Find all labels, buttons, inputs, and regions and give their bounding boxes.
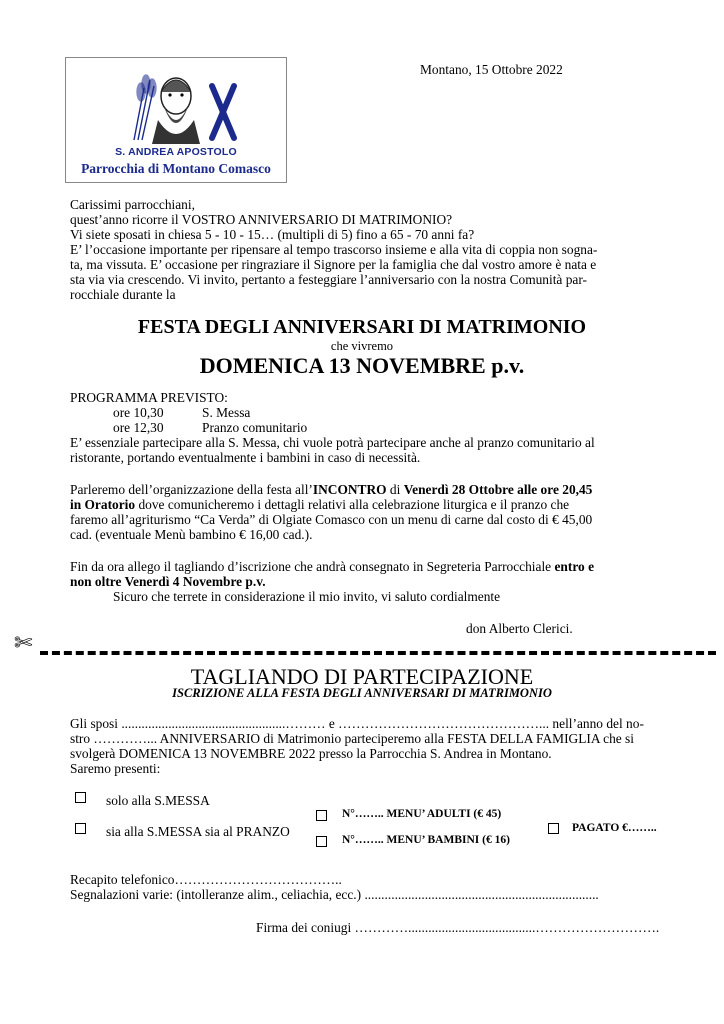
festa-title: FESTA DEGLI ANNIVERSARI DI MATRIMONIO xyxy=(137,316,587,338)
logo-subtitle: Parrocchia di Montano Comasco xyxy=(81,161,271,176)
iscrizione-deadline-a: entro e xyxy=(554,559,595,574)
programma-time-2: ore 12,30 xyxy=(113,420,164,435)
messa-note-line-1: E’ essenziale partecipare alla S. Messa, chi vuole potrà partecipare anche al pranzo comunitario al xyxy=(70,435,595,450)
incontro-line-2 xyxy=(70,497,569,512)
signature: don Alberto Clerici. xyxy=(466,621,573,636)
form-presence-label: Saremo presenti: xyxy=(70,761,161,776)
cut-line xyxy=(40,651,716,655)
form-event-line: svolgerà DOMENICA 13 NOVEMBRE 2022 presso la Parrocchia S. Andrea in Montano. xyxy=(70,746,552,761)
closing-line: Sicuro che terrete in considerazione il mio invito, vi saluto cordialmente xyxy=(113,589,501,604)
messa-note-line-2: ristorante, portando eventualmente i bambini in caso di necessità. xyxy=(70,450,421,465)
iscrizione-line-1 xyxy=(70,559,594,574)
programma-event-1: S. Messa xyxy=(202,405,251,420)
form-subtitle: ISCRIZIONE ALLA FESTA DEGLI ANNIVERSARI DI MATRIMONIO xyxy=(172,686,552,700)
intro-line-5: sta via via crescendo. Vi invito, pertanto a festeggiare l’anniversario con la nostra Comunità par- xyxy=(70,272,588,287)
menu-adulti-field[interactable]: N°…….. MENU’ ADULTI (€ 45) xyxy=(342,808,502,820)
intro-line-4: ta, ma vissuta. E’ occasione per ringraziare il Signore per la famiglia che dal vostro amore è nata e xyxy=(70,257,597,272)
menu-bambini-field[interactable]: N°…….. MENU’ BAMBINI (€ 16) xyxy=(342,834,510,846)
intro-line-1: quest’anno ricorre il VOSTRO ANNIVERSARIO DI MATRIMONIO? xyxy=(70,212,453,227)
incontro-line-1 xyxy=(70,482,592,497)
saint-andrew-illustration xyxy=(66,58,286,148)
checkbox-pagato[interactable] xyxy=(548,823,559,834)
intro-line-2: Vi siete sposati in chiesa 5 - 10 - 15… (multipli di 5) fino a 65 - 70 anni fa? xyxy=(70,227,475,242)
intro-line-6: rocchiale durante la xyxy=(70,287,176,302)
incontro-text-a: Parleremo dell’organizzazione della festa all’ xyxy=(70,482,313,497)
letter-date: Montano, 15 Ottobre 2022 xyxy=(420,62,563,77)
form-spouses-field[interactable]: Gli sposi .................................................……… e ………………………………………... nell’anno del no- xyxy=(70,716,644,731)
option-solo-messa: solo alla S.MESSA xyxy=(106,793,210,808)
incontro-line-3: faremo all’agriturismo “Ca Verda” di Olgiate Comasco con un menu di carne dal costo di € 45,00 xyxy=(70,512,593,527)
parish-logo xyxy=(65,57,287,183)
greeting: Carissimi parrocchiani, xyxy=(70,197,195,212)
form-anniversary-field[interactable]: stro …………... ANNIVERSARIO di Matrimonio parteciperemo alla FESTA DELLA FAMIGLIA che si xyxy=(70,731,634,746)
checkbox-menu-bambini[interactable] xyxy=(316,836,327,847)
scissors-icon: ✄ xyxy=(14,631,33,656)
signature-field[interactable]: Firma dei coniugi …………......................................………………………. xyxy=(256,920,660,935)
checkbox-menu-adulti[interactable] xyxy=(316,810,327,821)
incontro-keyword: INCONTRO xyxy=(312,482,387,497)
checkbox-solo-messa[interactable] xyxy=(75,792,86,803)
festa-subtitle: che vivremo xyxy=(330,339,394,353)
incontro-line-4: cad. (eventuale Menù bambino € 16,00 cad.). xyxy=(70,527,313,542)
incontro-datetime: Venerdì 28 Ottobre alle ore 20,45 xyxy=(403,482,593,497)
form-title: TAGLIANDO DI PARTECIPAZIONE xyxy=(190,664,534,689)
intro-line-3: E’ l’occasione importante per ripensare al tempo trascorso insieme e alla vita di coppia non sogna- xyxy=(70,242,598,257)
programma-label: PROGRAMMA PREVISTO: xyxy=(70,390,228,405)
incontro-text-b: dove comunicheremo i dettagli relativi alla celebrazione liturgica e il pranzo che xyxy=(135,497,570,512)
notes-field[interactable]: Segnalazioni varie: (intolleranze alim., celiachia, ecc.) ...................................................................... xyxy=(70,887,599,902)
incontro-text-c: di xyxy=(386,482,404,497)
option-messa-pranzo: sia alla S.MESSA sia al PRANZO xyxy=(106,824,290,839)
iscrizione-deadline: non oltre Venerdì 4 Novembre p.v. xyxy=(70,574,266,589)
checkbox-messa-pranzo[interactable] xyxy=(75,823,86,834)
phone-field[interactable]: Recapito telefonico……………………………….. xyxy=(70,872,342,887)
iscrizione-text: Fin da ora allego il tagliando d’iscrizione che andrà consegnato in Segreteria Parrocchiale xyxy=(70,559,555,574)
incontro-place: in Oratorio xyxy=(70,497,136,512)
pagato-field[interactable]: PAGATO €…….. xyxy=(572,822,657,834)
programma-time-1: ore 10,30 xyxy=(113,405,164,420)
programma-event-2: Pranzo comunitario xyxy=(202,420,308,435)
logo-title: S. ANDREA APOSTOLO xyxy=(115,146,237,158)
festa-date: DOMENICA 13 NOVEMBRE p.v. xyxy=(199,353,525,378)
